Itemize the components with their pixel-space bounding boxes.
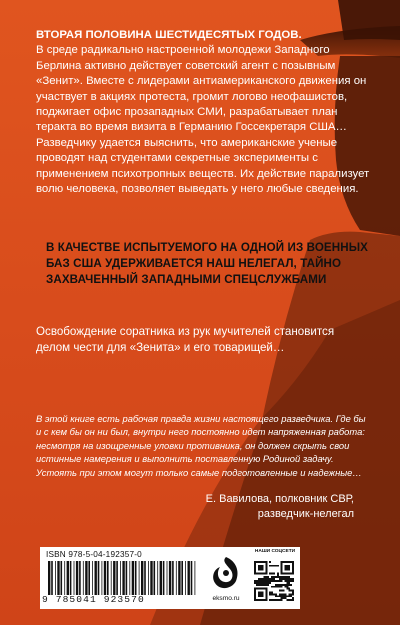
outro-paragraph: Освобождение соратника из рук мучителей становится делом чести для «Зенита» и его товарищей… [36,325,335,354]
qr-code [254,561,294,601]
attribution-name: Е. Вавилова, полковник СВР, [205,493,354,505]
ean-digits: 9 785041 923570 [42,594,145,605]
highlight-paragraph: В КАЧЕСТВЕ ИСПЫТУЕМОГО НА ОДНОЙ ИЗ ВОЕННЫХ БАЗ США УДЕРЖИВАЕТСЯ НАШ НЕЛЕГАЛ, ТАЙНО ЗАХВАЧЕННЫЙ ЗАПАДНЫМИ СПЕЦСЛУЖБАМИ [46,241,368,286]
eksmo-logo-icon [210,555,242,591]
quote-attribution [36,492,354,522]
synopsis-paragraph [36,28,372,197]
imprint-box [40,547,300,609]
synopsis-text: В среде радикально настроенной молодежи Западного Берлина активно действует советский агент с позывным «Зенит». Вместе с лидерами антиамериканского движения он участвует в акциях протеста, громит логово неофашистов, поджигает офис прозападных СМИ, разрабатывает план теракта во время визита в Германию Госсекретаря США… Разведчику удается выяснить, что американские ученые проводят над студентами секретные эксперименты с применением психотропных веществ. Их действие парализует волю человека, позволяет выведать у него любые сведения. [36,44,370,196]
ean-barcode [46,561,198,595]
attribution-title: разведчик-нелегал [257,508,354,520]
qr-label: НАШИ СОЦСЕТИ [254,549,296,554]
isbn-text: ISBN 978-5-04-192357-0 [46,550,142,559]
review-quote: В этой книге есть рабочая правда жизни настоящего разведчика. Где бы и с кем бы он ни был, внутри него постоянно идет напряженная работа: несмотря на изощренные уловки противника, он должен скрыть свои истинные намерения и выполнить поставленную Родиной задачу. Устоять при этом могут только самые подготовленные и надежные… [36,413,366,478]
publisher-url: eksmo.ru [212,595,240,602]
synopsis-lead: ВТОРАЯ ПОЛОВИНА ШЕСТИДЕСЯТЫХ ГОДОВ. [36,29,302,41]
